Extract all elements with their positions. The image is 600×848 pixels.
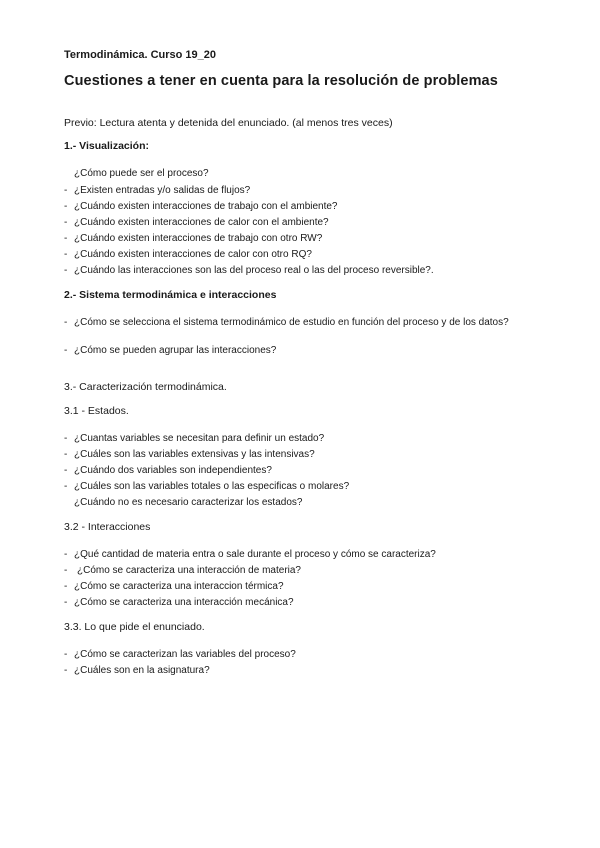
list-item: - ¿Cuándo las interacciones son las del proceso real o las del proceso reversible?. bbox=[64, 265, 434, 276]
list-item: - ¿Cuáles son las variables extensivas y las intensivas? bbox=[64, 449, 315, 460]
subsection-3-2-heading: 3.2 - Interacciones bbox=[64, 521, 151, 533]
list-item: ¿Cuándo no es necesario caracterizar los estados? bbox=[74, 497, 303, 508]
list-item: - ¿Cómo se selecciona el sistema termodinámico de estudio en función del proceso y de los datos? bbox=[64, 317, 509, 328]
list-item: - ¿Cuáles son las variables totales o las especificas o molares? bbox=[64, 481, 350, 492]
list-item: - ¿Existen entradas y/o salidas de flujos? bbox=[64, 185, 251, 196]
document-title: Cuestiones a tener en cuenta para la resolución de problemas bbox=[64, 73, 498, 89]
subsection-3-3-heading: 3.3. Lo que pide el enunciado. bbox=[64, 621, 205, 633]
list-item: - ¿Cuándo existen interacciones de calor con el ambiente? bbox=[64, 217, 329, 228]
list-item: - ¿Cuantas variables se necesitan para definir un estado? bbox=[64, 433, 325, 444]
list-item: - ¿Cuándo dos variables son independientes? bbox=[64, 465, 272, 476]
list-item: ¿Cómo puede ser el proceso? bbox=[74, 168, 209, 179]
course-label: Termodinámica. Curso 19_20 bbox=[64, 49, 217, 61]
list-item: - ¿Cuándo existen interacciones de trabajo con el ambiente? bbox=[64, 201, 338, 212]
section-1-heading: 1.- Visualización: bbox=[64, 140, 149, 152]
section-2-heading: 2.- Sistema termodinámica e interacciones bbox=[64, 289, 277, 301]
list-item: - ¿Cuándo existen interacciones de calor con otro RQ? bbox=[64, 249, 312, 260]
list-item: - ¿Cómo se caracterizan las variables del proceso? bbox=[64, 649, 296, 660]
intro-paragraph: Previo: Lectura atenta y detenida del enunciado. (al menos tres veces) bbox=[64, 117, 393, 129]
list-item: - ¿Cómo se caracteriza una interaccion térmica? bbox=[64, 581, 284, 592]
list-item: - ¿Cómo se caracteriza una interacción de materia? bbox=[64, 565, 301, 576]
list-item: - ¿Qué cantidad de materia entra o sale durante el proceso y cómo se caracteriza? bbox=[64, 549, 436, 560]
list-item: - ¿Cómo se caracteriza una interacción mecánica? bbox=[64, 597, 294, 608]
list-item: - ¿Cómo se pueden agrupar las interacciones? bbox=[64, 345, 277, 356]
subsection-3-1-heading: 3.1 - Estados. bbox=[64, 405, 129, 417]
list-item: - ¿Cuándo existen interacciones de trabajo con otro RW? bbox=[64, 233, 323, 244]
list-item: - ¿Cuáles son en la asignatura? bbox=[64, 665, 210, 676]
section-3-heading: 3.- Caracterización termodinámica. bbox=[64, 381, 227, 393]
